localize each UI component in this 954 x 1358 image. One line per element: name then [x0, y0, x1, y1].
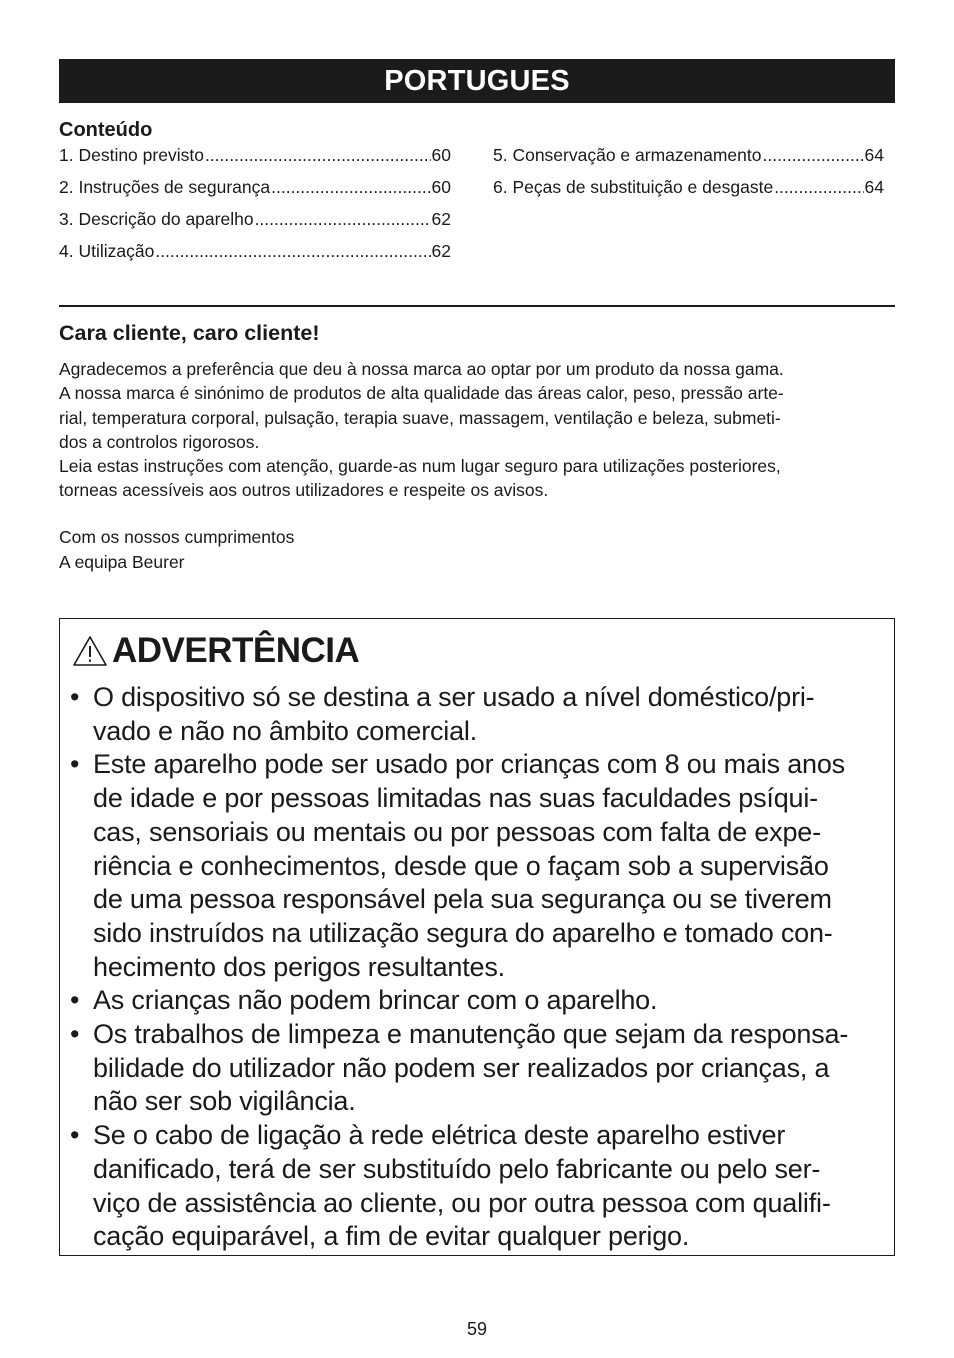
warning-triangle-icon	[72, 635, 108, 667]
warning-line: vado e não no âmbito comercial.	[93, 715, 478, 746]
intro-line: A nossa marca é sinónimo de produtos de alta qualidade das áreas calor, peso, pressão arte-	[59, 383, 784, 404]
warning-line: não ser sob vigilância.	[93, 1086, 356, 1117]
warning-line: • Este aparelho pode ser usado por crianças com 8 ou mais anos	[93, 749, 845, 780]
toc-item-label: 2. Instruções de segurança	[59, 177, 271, 197]
warning-item	[70, 1119, 890, 1254]
toc-item[interactable]	[493, 145, 884, 177]
warning-header	[72, 631, 359, 671]
intro-line: Leia estas instruções com atenção, guarde-as num lugar seguro para utilizações posteriores,	[59, 456, 781, 477]
greeting-heading: Cara cliente, caro cliente!	[59, 321, 320, 345]
toc-item-label: 3. Descrição do aparelho	[59, 209, 254, 229]
toc-leader-dots	[774, 177, 863, 198]
toc-item-page: 62	[431, 241, 451, 261]
warning-line: • As crianças não podem brincar com o aparelho.	[93, 985, 658, 1016]
signoff-line: Com os nossos cumprimentos	[59, 527, 295, 547]
toc-column-right	[493, 145, 884, 209]
toc-item-label: 4. Utilização	[59, 241, 155, 261]
intro-line: torneas acessíveis aos outros utilizadores e respeite os avisos.	[59, 480, 549, 501]
toc-item-label: 6. Peças de substituição e desgaste	[493, 177, 774, 197]
intro-line: dos a controlos rigorosos.	[59, 431, 260, 452]
warning-item	[70, 681, 890, 748]
warning-line: de idade e por pessoas limitadas nas suas faculdades psíqui-	[93, 783, 818, 814]
warning-box	[59, 618, 895, 1256]
toc-item-page: 64	[864, 177, 884, 197]
toc-leader-dots	[205, 145, 431, 166]
toc-item-label: 5. Conservação e armazenamento	[493, 145, 762, 165]
toc-leader-dots	[762, 145, 863, 166]
language-header-bar	[59, 59, 895, 103]
intro-line: Agradecemos a preferência que deu à nossa marca ao optar por um produto da nossa gama.	[59, 359, 784, 379]
intro-line: rial, temperatura corporal, pulsação, terapia suave, massagem, ventilação e beleza, submeti-	[59, 407, 781, 428]
toc-item-page: 60	[431, 177, 451, 197]
warning-line: • Os trabalhos de limpeza e manutenção que sejam da responsa-	[93, 1019, 849, 1050]
toc-column-left	[59, 145, 451, 273]
warning-line: • O dispositivo só se destina a ser usado a nível doméstico/pri-	[93, 682, 815, 712]
toc-item[interactable]	[59, 177, 451, 209]
warning-line: cação equiparável, a fim de evitar qualquer perigo.	[93, 1221, 690, 1252]
toc-item[interactable]	[59, 209, 451, 241]
warning-list	[70, 681, 890, 1254]
toc-heading: Conteúdo	[59, 119, 153, 141]
signoff	[59, 525, 294, 575]
page-number: 59	[466, 1319, 488, 1339]
warning-line: riência e conhecimentos, desde que o façam sob a supervisão	[93, 850, 829, 881]
toc-item-page: 62	[431, 209, 451, 229]
warning-line: bilidade do utilizador não podem ser realizados por crianças, a	[93, 1052, 830, 1083]
toc-leader-dots	[155, 241, 430, 262]
toc-item-page: 64	[864, 145, 884, 165]
toc-item-page: 60	[431, 145, 451, 165]
warning-line: • Se o cabo de ligação à rede elétrica deste aparelho estiver	[93, 1120, 786, 1151]
warning-item	[70, 984, 890, 1018]
warning-item	[70, 748, 890, 984]
toc-leader-dots	[271, 177, 430, 198]
toc-item[interactable]	[59, 241, 451, 273]
warning-line: danificado, terá de ser substituído pelo fabricante ou pelo ser-	[93, 1153, 821, 1184]
toc-item-label: 1. Destino previsto	[59, 145, 204, 165]
section-divider	[59, 305, 895, 307]
signoff-team: A equipa Beurer	[59, 552, 185, 572]
intro-paragraph	[59, 357, 895, 503]
toc-item[interactable]	[493, 177, 884, 209]
language-title: PORTUGUES	[384, 64, 570, 97]
warning-line: viço de assistência ao cliente, ou por outra pessoa com qualifi-	[93, 1187, 831, 1218]
warning-line: de uma pessoa responsável pela sua segurança ou se tiverem	[93, 884, 832, 915]
toc-leader-dots	[255, 209, 431, 230]
warning-line: cas, sensoriais ou mentais ou por pessoas com falta de expe-	[93, 816, 821, 847]
toc-item[interactable]	[59, 145, 451, 177]
warning-line: sido instruídos na utilização segura do aparelho e tomado con-	[93, 917, 833, 948]
warning-title: ADVERTÊNCIA	[112, 631, 360, 670]
warning-line: hecimento dos perigos resultantes.	[93, 951, 505, 982]
warning-item	[70, 1018, 890, 1119]
